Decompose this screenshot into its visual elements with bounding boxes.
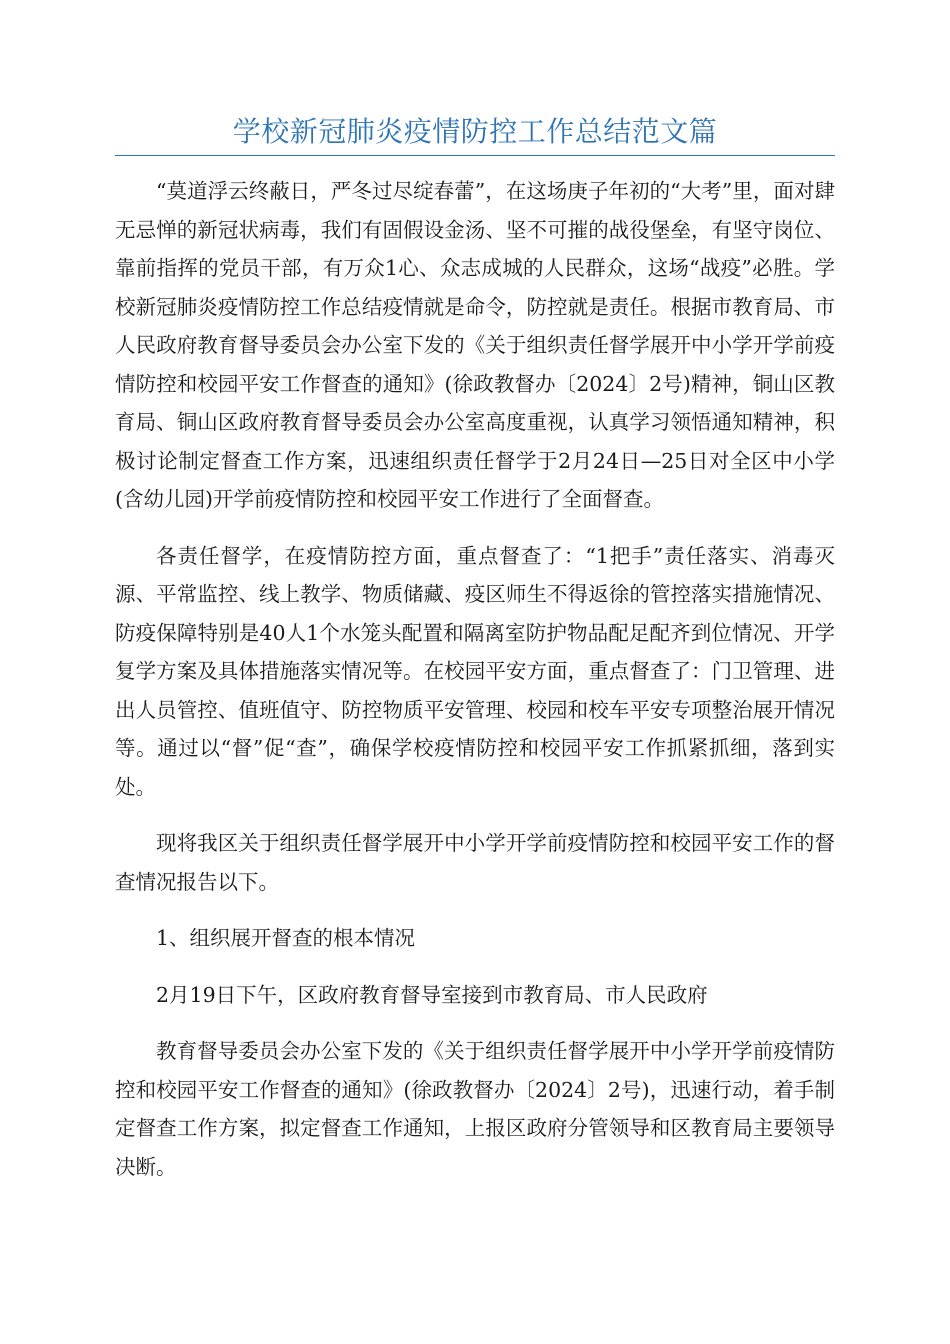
paragraph-3: 现将我区关于组织责任督学展开中小学开学前疫情防控和校园平安工作的督查情况报告以下。 — [115, 831, 835, 894]
paragraph-2: 各责任督学，在疫情防控方面，重点督查了：“1把手”责任落实、消毒灭源、平常监控、线上教学、物质储藏、疫区师生不得返徐的管控落实措施情况、防疫保障特别是40人1个水笼头配置和隔离室防护物品配足配齐到位情况、开学复学方案及具体措施落实情况等。在校园平安方面，重点督查了：门卫管理、进出人员管控、值班值守、防控物质平安管理、校园和校车平安专项整治展开情况等。通过以“督”促“查”，确保学校疫情防控和校园平安工作抓紧抓细，落到实处。 — [115, 543, 835, 799]
title-underline — [115, 155, 835, 156]
paragraph-4: 2月19日下午，区政府教育督导室接到市教育局、市人民政府 — [156, 982, 708, 1007]
paragraph-5: 教育督导委员会办公室下发的《关于组织责任督学展开中小学开学前疫情防控和校园平安工作督查的通知》(徐政教督办〔2024〕2号)，迅速行动，着手制定督查工作方案，拟定督查工作通知，上报区政府分管领导和区教育局主要领导决断。 — [115, 1039, 835, 1179]
document-body — [115, 172, 835, 1204]
paragraph-1: “莫道浮云终蔽日，严冬过尽绽春蕾”，在这场庚子年初的“大考”里，面对肆无忌惮的新冠状病毒，我们有固假设金汤、坚不可摧的战役堡垒，有坚守岗位、靠前指挥的党员干部，有万众1心、众志成城的人民群众，这场“战疫”必胜。学校新冠肺炎疫情防控工作总结疫情就是命令，防控就是责任。根据市教育局、市人民政府教育督导委员会办公室下发的《关于组织责任督学展开中小学开学前疫情防控和校园平安工作督查的通知》(徐政教督办〔2024〕2号)精神，铜山区教育局、铜山区政府教育督导委员会办公室高度重视，认真学习领悟通知精神，积极讨论制定督查工作方案，迅速组织责任督学于2月24日—25日对全区中小学(含幼儿园)开学前疫情防控和校园平安工作进行了全面督查。 — [115, 179, 835, 511]
document-title: 学校新冠肺炎疫情防控工作总结范文篇 — [232, 115, 718, 148]
section-heading: 1、组织展开督查的根本情况 — [156, 926, 416, 950]
